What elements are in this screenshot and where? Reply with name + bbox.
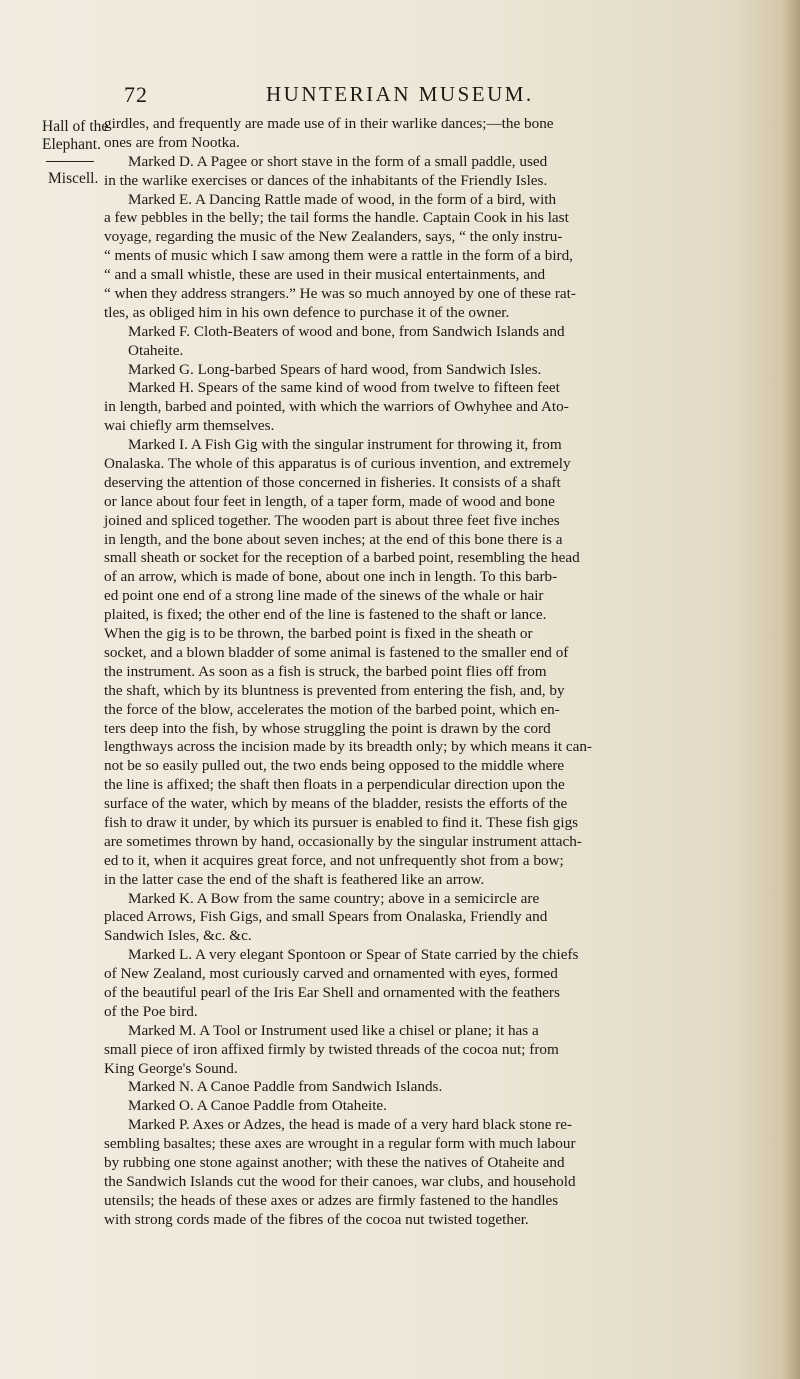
margin-note-miscell: Miscell. (48, 170, 99, 187)
text-line: of the beautiful pearl of the Iris Ear Shell and ornamented with the feathers (104, 983, 560, 1001)
text-line: tles, as obliged him in his own defence to purchase it of the owner. (104, 303, 510, 321)
text-line: Marked K. A Bow from the same country; above in a semicircle are (128, 889, 540, 907)
text-line: Onalaska. The whole of this apparatus is of curious invention, and extremely (104, 455, 571, 473)
text-line: sembling basaltes; these axes are wrought in a regular form with much labour (104, 1135, 576, 1153)
text-line: socket, and a blown bladder of some animal is fastened to the smaller end of (104, 643, 569, 661)
text-line: voyage, regarding the music of the New Zealanders, says, “ the only instru- (104, 228, 563, 246)
text-line: ones are from Nootka. (104, 133, 240, 151)
text-line: Marked G. Long-barbed Spears of hard wood, from Sandwich Isles. (128, 360, 542, 378)
text-line: plaited, is fixed; the other end of the line is fastened to the shaft or lance. (104, 606, 547, 624)
text-line: or lance about four feet in length, of a taper form, made of wood and bone (104, 492, 555, 510)
text-line: When the gig is to be thrown, the barbed point is fixed in the sheath or (104, 625, 533, 643)
text-line: of an arrow, which is made of bone, about one inch in length. To this barb- (104, 568, 558, 586)
text-line: the instrument. As soon as a fish is struck, the barbed point flies off from (104, 662, 547, 680)
text-line: Marked H. Spears of the same kind of wood from twelve to fifteen feet (128, 379, 560, 397)
text-line: a few pebbles in the belly; the tail forms the handle. Captain Cook in his last (104, 209, 569, 227)
margin-rule (46, 161, 94, 162)
text-line: in length, and the bone about seven inches; at the end of this bone there is a (104, 530, 563, 548)
text-line: King George's Sound. (104, 1059, 238, 1077)
text-line: in length, barbed and pointed, with which the warriors of Owhyhee and Ato- (104, 398, 569, 416)
text-line: the force of the blow, accelerates the motion of the barbed point, which en- (104, 700, 560, 718)
text-line: ters deep into the fish, by whose struggling the point is drawn by the cord (104, 719, 551, 737)
text-line: utensils; the heads of these axes or adzes are firmly fastened to the handles (104, 1191, 559, 1209)
text-line: Marked L. A very elegant Spontoon or Spear of State carried by the chiefs (128, 946, 579, 964)
text-line: Marked E. A Dancing Rattle made of wood, in the form of a bird, with (128, 190, 557, 208)
text-line: joined and spliced together. The wooden part is about three feet five inches (104, 511, 560, 529)
text-line: Otaheite. (128, 341, 184, 359)
text-line: small piece of iron affixed firmly by twisted threads of the cocoa nut; from (104, 1040, 559, 1058)
text-line: “ when they address strangers.” He was so much annoyed by one of these rat- (104, 285, 576, 303)
text-line: Marked F. Cloth-Beaters of wood and bone, from Sandwich Islands and (128, 322, 565, 340)
page-number: 72 (124, 82, 148, 107)
page-edge-shadow (782, 0, 800, 1379)
text-line: Marked P. Axes or Adzes, the head is made of a very hard black stone re- (128, 1116, 573, 1134)
text-line: the line is affixed; the shaft then floats in a perpendicular direction upon the (104, 776, 565, 794)
running-head: HUNTERIAN MUSEUM. (266, 82, 534, 106)
text-line: with strong cords made of the fibres of the cocoa nut twisted together. (104, 1210, 529, 1228)
text-line: in the latter case the end of the shaft is feathered like an arrow. (104, 870, 485, 888)
text-line: “ ments of music which I saw among them were a rattle in the form of a bird, (104, 247, 573, 265)
text-line: of the Poe bird. (104, 1002, 198, 1020)
text-line: deserving the attention of those concerned in fisheries. It consists of a shaft (104, 473, 561, 491)
text-line: wai chiefly arm themselves. (104, 417, 275, 435)
text-line: Marked I. A Fish Gig with the singular instrument for throwing it, from (128, 436, 562, 454)
text-line: Marked M. A Tool or Instrument used like a chisel or plane; it has a (128, 1021, 539, 1039)
text-line: “ and a small whistle, these are used in their musical entertainments, and (104, 266, 546, 284)
text-line: ed point one end of a strong line made of the sinews of the whale or hair (104, 587, 544, 605)
text-line: of New Zealand, most curiously carved and ornamented with eyes, formed (104, 965, 558, 983)
text-line: by rubbing one stone against another; with these the natives of Otaheite and (104, 1153, 565, 1171)
text-line: the shaft, which by its bluntness is prevented from entering the fish, and, by (104, 681, 565, 699)
text-line: girdles, and frequently are made use of in their warlike dances;—the bone (104, 115, 554, 132)
body-text (104, 115, 760, 1230)
text-line: small sheath or socket for the reception of a barbed point, resembling the head (104, 549, 580, 567)
text-line: placed Arrows, Fish Gigs, and small Spears from Onalaska, Friendly and (104, 908, 548, 926)
text-line: Marked N. A Canoe Paddle from Sandwich Islands. (128, 1078, 443, 1096)
text-line: ed to it, when it acquires great force, and not unfrequently shot from a bow; (104, 851, 564, 869)
text-line: not be so easily pulled out, the two ends being opposed to the middle where (104, 757, 565, 775)
text-line: the Sandwich Islands cut the wood for their canoes, war clubs, and household (104, 1172, 576, 1190)
text-line: Marked O. A Canoe Paddle from Otaheite. (128, 1097, 387, 1115)
page-header (90, 82, 750, 112)
text-line: in the warlike exercises or dances of the inhabitants of the Friendly Isles. (104, 171, 548, 189)
margin-note-hall: Hall of the Elephant. (42, 118, 109, 153)
text-line: are sometimes thrown by hand, occasionally by the singular instrument attach- (104, 832, 582, 850)
text-line: lengthways across the incision made by its breadth only; by which means it can- (104, 738, 592, 756)
text-line: Sandwich Isles, &c. &c. (104, 927, 252, 945)
text-line: Marked D. A Pagee or short stave in the form of a small paddle, used (128, 152, 548, 170)
text-line: fish to draw it under, by which its pursuer is enabled to find it. These fish gigs (104, 813, 579, 831)
text-line: surface of the water, which by means of the bladder, resists the efforts of the (104, 795, 568, 813)
